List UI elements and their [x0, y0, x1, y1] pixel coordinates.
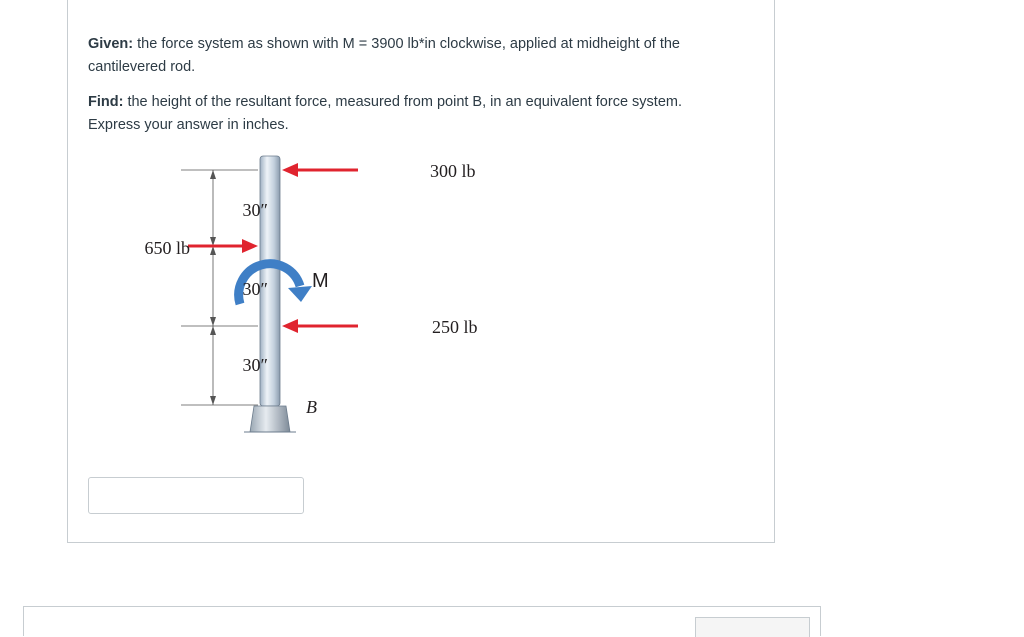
label-650-lb: 650 lb — [144, 238, 190, 258]
given-text: the force system as shown with M = 3900 lb*in clockwise, applied at midheight of the cantilevered rod. — [88, 36, 680, 75]
answer-input[interactable] — [88, 477, 304, 514]
label-dim-3: 30″ — [242, 355, 268, 375]
force-system-figure — [108, 150, 528, 440]
find-text: the height of the resultant force, measured from point B, in an equivalent force system. Express your answer in inches. — [88, 94, 682, 133]
rod-base — [250, 406, 290, 432]
label-point-b: B — [306, 397, 317, 417]
label-moment: M — [312, 270, 329, 292]
force-diagram — [108, 150, 528, 440]
next-question-card — [23, 606, 821, 636]
find-label: Find: — [88, 94, 124, 110]
given-label: Given: — [88, 36, 134, 52]
find-statement — [88, 91, 738, 137]
force-arrow-650 — [188, 239, 258, 253]
question-card — [67, 0, 775, 543]
label-dim-2: 30″ — [242, 279, 268, 299]
force-arrow-300 — [282, 163, 358, 177]
force-arrow-250 — [282, 319, 358, 333]
label-dim-1: 30″ — [242, 200, 268, 220]
label-300-lb: 300 lb — [430, 161, 476, 181]
label-250-lb: 250 lb — [432, 317, 478, 337]
next-card-tab — [695, 617, 810, 637]
given-statement — [88, 33, 738, 79]
